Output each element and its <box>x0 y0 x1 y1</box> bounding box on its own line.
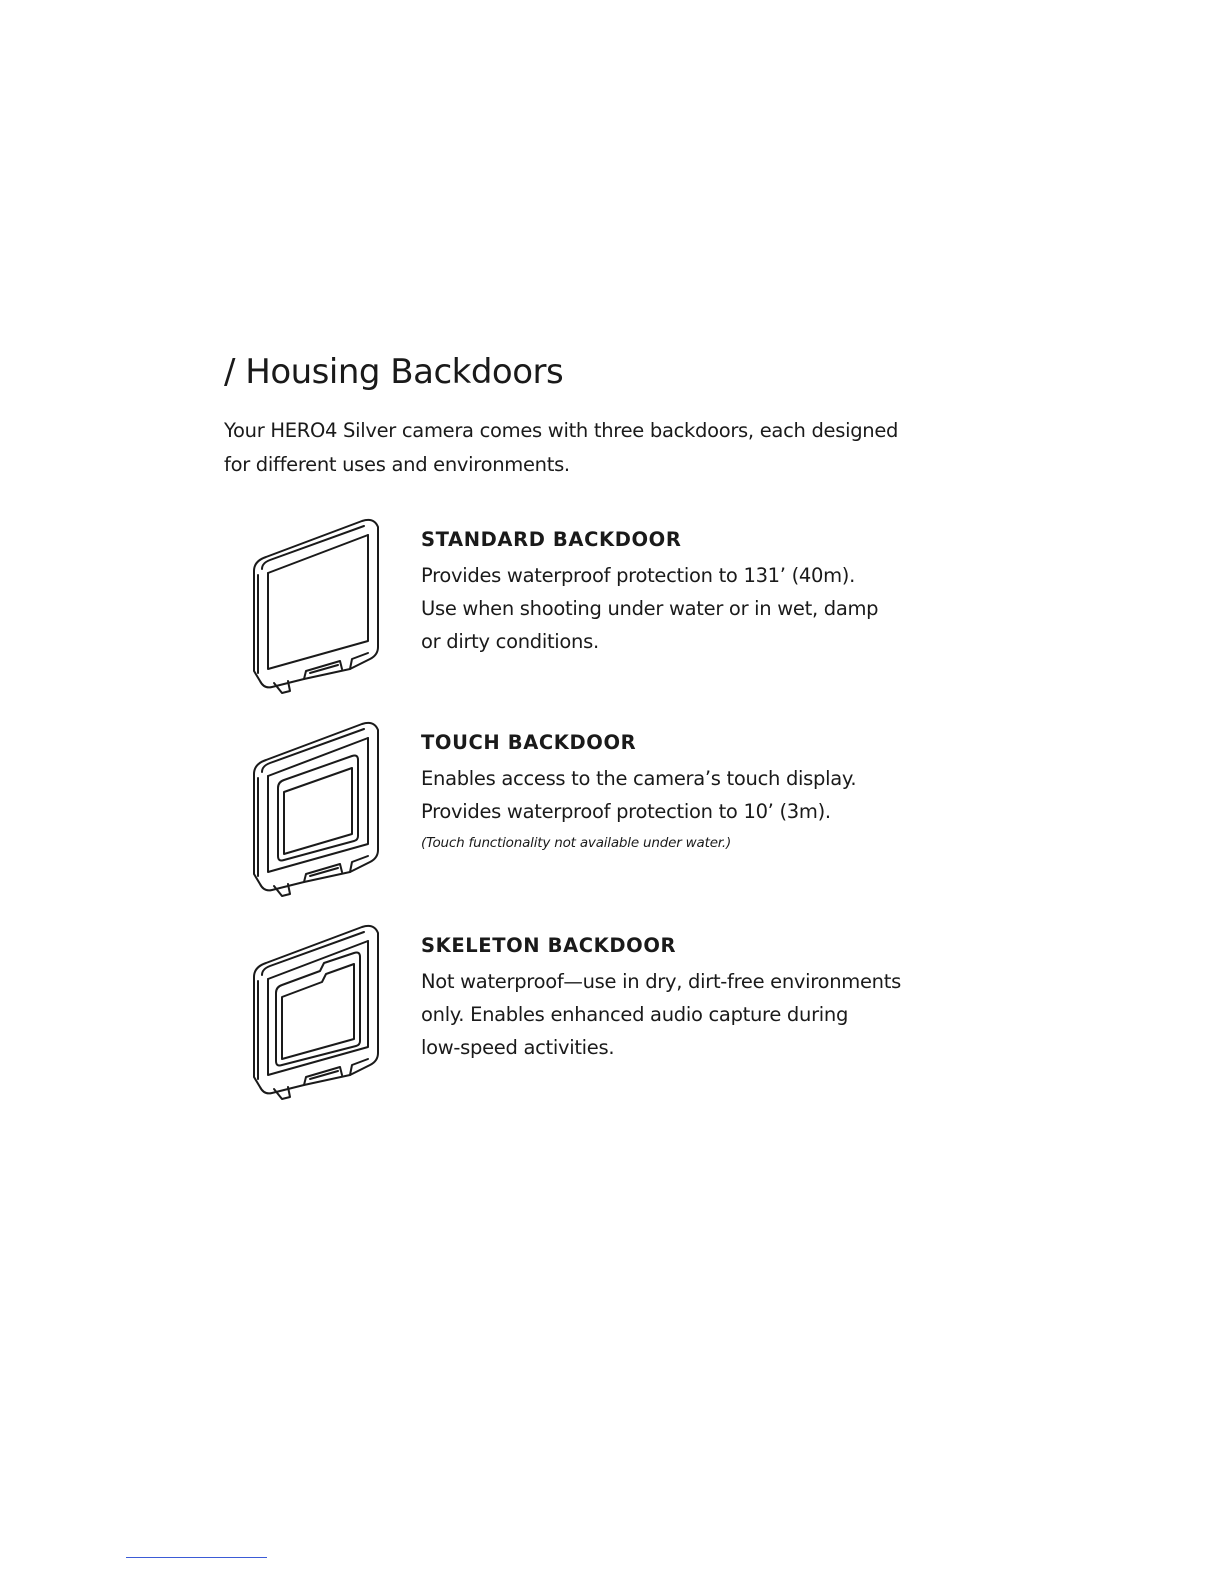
intro-line: Your HERO4 Silver camera comes with three backdoors, each designed <box>224 419 899 442</box>
skeleton-backdoor-description: only. Enables enhanced audio capture during <box>421 1003 849 1026</box>
standard-backdoor-description: Use when shooting under water or in wet, damp <box>421 597 879 620</box>
skeleton-backdoor-description: low-speed activities. <box>421 1036 615 1059</box>
standard-backdoor-description: Provides waterproof protection to 131’ (40m). <box>421 564 856 587</box>
skeleton-backdoor-text <box>421 931 981 1064</box>
skeleton-backdoor-description: Not waterproof—use in dry, dirt-free environments <box>421 970 901 993</box>
touch-backdoor-title: TOUCH BACKDOOR <box>421 731 637 754</box>
skeleton-backdoor-icon <box>244 919 390 1103</box>
touch-backdoor-description: Enables access to the camera’s touch display. <box>421 767 857 790</box>
touch-backdoor-note: (Touch functionality not available under water.) <box>421 835 732 851</box>
intro-line: for different uses and environments. <box>224 453 570 476</box>
skeleton-backdoor-section <box>0 931 1224 1131</box>
touch-backdoor-section <box>0 728 1224 928</box>
touch-backdoor-description: Provides waterproof protection to 10’ (3m). <box>421 800 831 823</box>
standard-backdoor-description: or dirty conditions. <box>421 630 599 653</box>
standard-backdoor-icon <box>244 513 390 697</box>
standard-backdoor-title: STANDARD BACKDOOR <box>421 528 682 551</box>
touch-backdoor-text <box>421 728 981 858</box>
footer-rule <box>126 1557 267 1558</box>
page-title: / Housing Backdoors <box>224 352 564 392</box>
skeleton-backdoor-title: SKELETON BACKDOOR <box>421 934 677 957</box>
standard-backdoor-section <box>0 525 1224 725</box>
intro-paragraph <box>224 414 984 482</box>
standard-backdoor-text <box>421 525 981 658</box>
touch-backdoor-icon <box>244 716 390 900</box>
